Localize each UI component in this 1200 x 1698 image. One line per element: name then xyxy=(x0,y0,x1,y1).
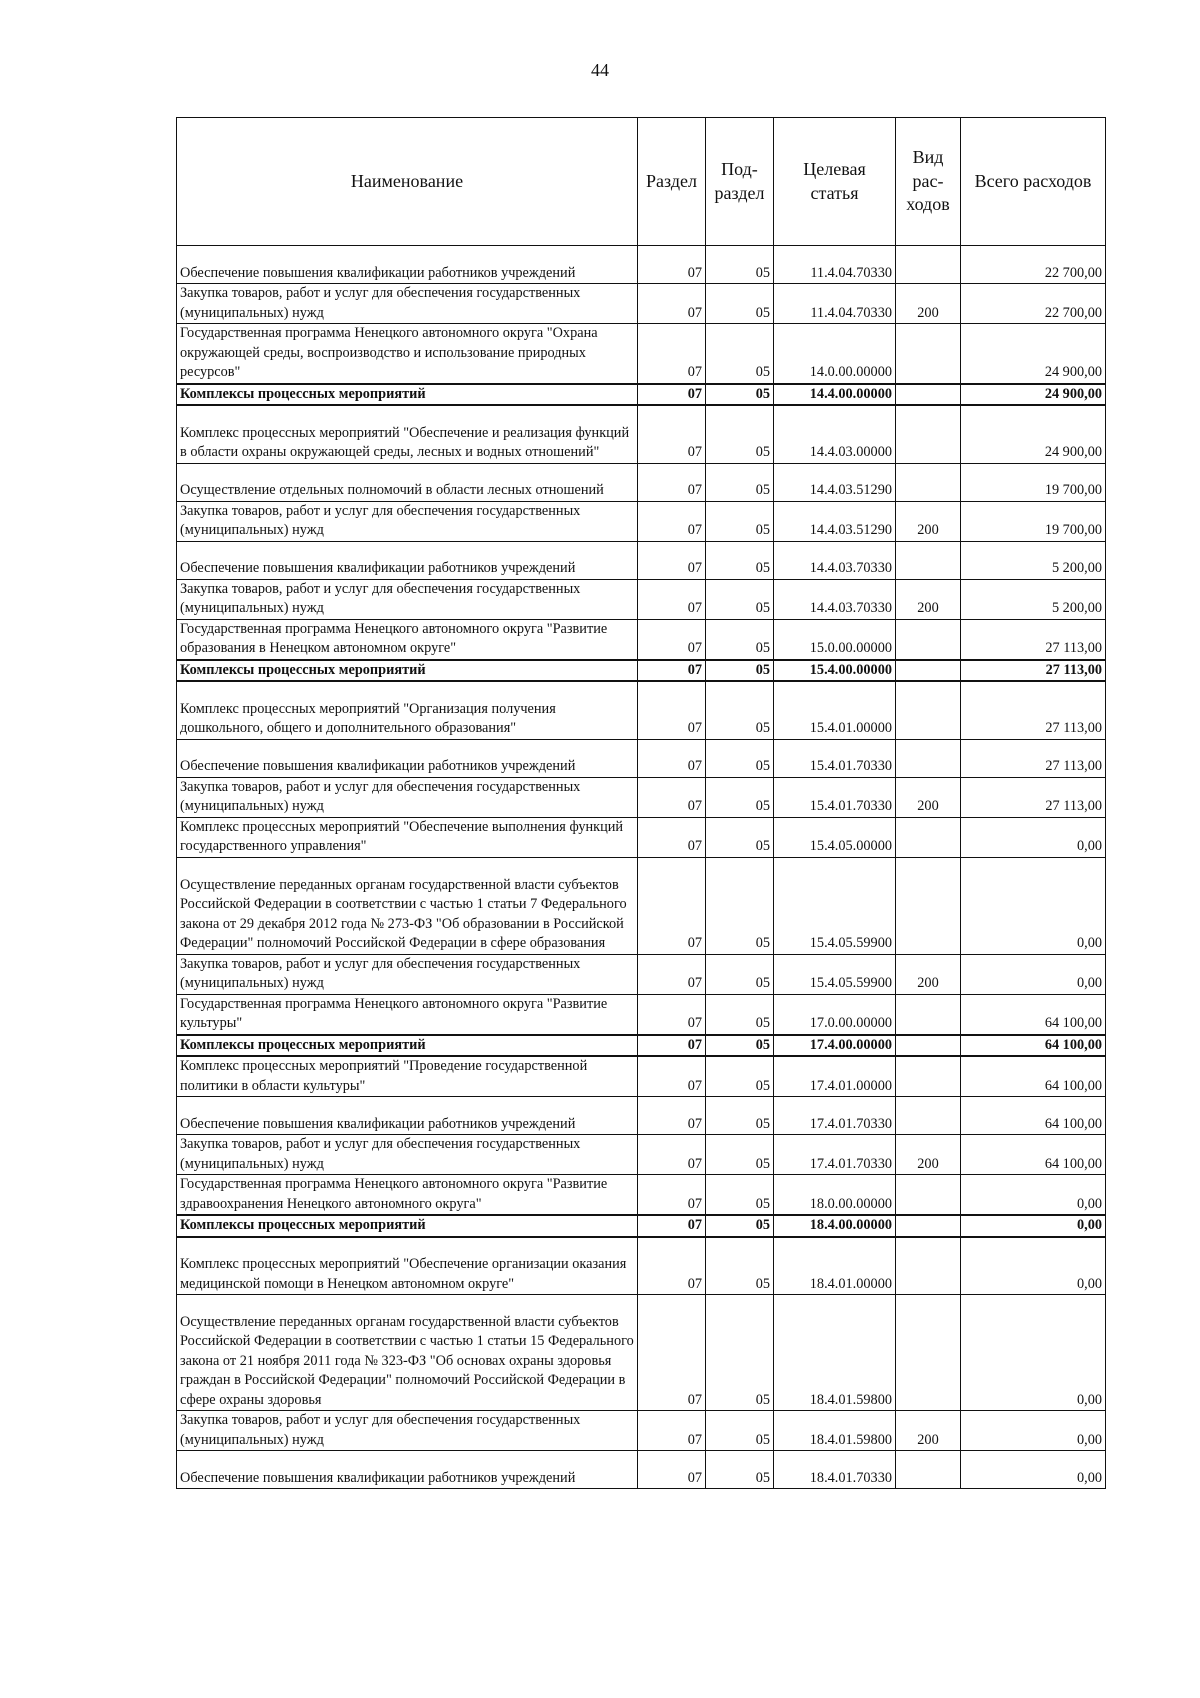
cell-total: 64 100,00 xyxy=(961,1035,1106,1057)
table-row xyxy=(177,1411,1106,1451)
cell-name: Комплекс процессных мероприятий "Обеспечение и реализация функций в области охраны окружающей среды, лесных и водных отношений" xyxy=(177,405,638,463)
cell-razdel: 07 xyxy=(638,1295,706,1411)
table-row xyxy=(177,954,1106,994)
cell-vid xyxy=(896,246,961,284)
cell-podrazdel: 05 xyxy=(706,1215,774,1237)
page-number: 44 xyxy=(591,60,609,80)
table-row xyxy=(177,501,1106,541)
cell-statya: 14.4.03.70330 xyxy=(774,541,896,579)
cell-statya: 14.4.03.51290 xyxy=(774,501,896,541)
cell-statya: 15.0.00.00000 xyxy=(774,619,896,660)
cell-vid xyxy=(896,1035,961,1057)
cell-podrazdel: 05 xyxy=(706,246,774,284)
cell-total: 5 200,00 xyxy=(961,541,1106,579)
table-row xyxy=(177,817,1106,857)
table-row xyxy=(177,463,1106,501)
table-row xyxy=(177,1215,1106,1237)
table-row xyxy=(177,739,1106,777)
cell-razdel: 07 xyxy=(638,1215,706,1237)
cell-podrazdel: 05 xyxy=(706,1295,774,1411)
cell-statya: 17.4.01.00000 xyxy=(774,1056,896,1097)
cell-total: 27 113,00 xyxy=(961,739,1106,777)
cell-name: Государственная программа Ненецкого автономного округа "Развитие здравоохранения Ненецкого автономного округа" xyxy=(177,1175,638,1216)
cell-statya: 14.4.00.00000 xyxy=(774,384,896,406)
cell-podrazdel: 05 xyxy=(706,324,774,384)
table-row xyxy=(177,660,1106,682)
table-row xyxy=(177,541,1106,579)
cell-name: Осуществление переданных органам государственной власти субъектов Российской Федерации в соответствии с частью 1 статьи 7 Федерального закона от 29 декабря 2012 года № 273-ФЗ "Об образовании в Российской Федерации" полномочий Российской Федерации в сфере образования xyxy=(177,857,638,954)
header-statya: Целевая статья xyxy=(774,118,896,246)
cell-podrazdel: 05 xyxy=(706,739,774,777)
cell-name: Осуществление переданных органам государственной власти субъектов Российской Федерации в соответствии с частью 1 статьи 15 Федерального закона от 21 ноября 2011 года № 323-ФЗ "Об основах охраны здоровья граждан в Российской Федерации" полномочий Российской Федерации в сфере охраны здоровья xyxy=(177,1295,638,1411)
cell-podrazdel: 05 xyxy=(706,501,774,541)
cell-name: Закупка товаров, работ и услуг для обеспечения государственных (муниципальных) нужд xyxy=(177,284,638,324)
cell-razdel: 07 xyxy=(638,660,706,682)
cell-statya: 14.4.03.70330 xyxy=(774,579,896,619)
cell-statya: 18.4.00.00000 xyxy=(774,1215,896,1237)
cell-razdel: 07 xyxy=(638,463,706,501)
table-row xyxy=(177,1295,1106,1411)
cell-vid xyxy=(896,1451,961,1489)
cell-vid xyxy=(896,1056,961,1097)
cell-vid xyxy=(896,405,961,463)
cell-total: 0,00 xyxy=(961,954,1106,994)
cell-statya: 18.4.01.59800 xyxy=(774,1411,896,1451)
cell-statya: 18.4.01.59800 xyxy=(774,1295,896,1411)
cell-razdel: 07 xyxy=(638,324,706,384)
header-podrazdel: Под- раздел xyxy=(706,118,774,246)
table-row xyxy=(177,994,1106,1035)
cell-total: 0,00 xyxy=(961,1411,1106,1451)
cell-podrazdel: 05 xyxy=(706,1035,774,1057)
cell-razdel: 07 xyxy=(638,994,706,1035)
cell-razdel: 07 xyxy=(638,246,706,284)
cell-razdel: 07 xyxy=(638,857,706,954)
cell-total: 0,00 xyxy=(961,1237,1106,1295)
cell-razdel: 07 xyxy=(638,1056,706,1097)
cell-razdel: 07 xyxy=(638,1135,706,1175)
cell-name: Комплексы процессных мероприятий xyxy=(177,660,638,682)
cell-name: Осуществление отдельных полномочий в области лесных отношений xyxy=(177,463,638,501)
table-row xyxy=(177,681,1106,739)
cell-vid: 200 xyxy=(896,1411,961,1451)
cell-razdel: 07 xyxy=(638,817,706,857)
cell-name: Государственная программа Ненецкого автономного округа "Охрана окружающей среды, воспроизводство и использование природных ресурсов" xyxy=(177,324,638,384)
header-razdel: Раздел xyxy=(638,118,706,246)
cell-total: 27 113,00 xyxy=(961,681,1106,739)
cell-razdel: 07 xyxy=(638,777,706,817)
table-row xyxy=(177,246,1106,284)
cell-statya: 17.4.00.00000 xyxy=(774,1035,896,1057)
cell-total: 19 700,00 xyxy=(961,501,1106,541)
cell-statya: 15.4.01.70330 xyxy=(774,777,896,817)
cell-statya: 18.0.00.00000 xyxy=(774,1175,896,1216)
cell-podrazdel: 05 xyxy=(706,954,774,994)
cell-name: Обеспечение повышения квалификации работников учреждений xyxy=(177,739,638,777)
table-row xyxy=(177,384,1106,406)
cell-name: Закупка товаров, работ и услуг для обеспечения государственных (муниципальных) нужд xyxy=(177,579,638,619)
cell-vid xyxy=(896,1237,961,1295)
cell-vid xyxy=(896,619,961,660)
cell-total: 64 100,00 xyxy=(961,1135,1106,1175)
cell-statya: 15.4.01.70330 xyxy=(774,739,896,777)
cell-statya: 18.4.01.00000 xyxy=(774,1237,896,1295)
cell-statya: 15.4.00.00000 xyxy=(774,660,896,682)
cell-name: Комплекс процессных мероприятий "Обеспечение выполнения функций государственного управления" xyxy=(177,817,638,857)
cell-total: 24 900,00 xyxy=(961,324,1106,384)
cell-name: Комплексы процессных мероприятий xyxy=(177,384,638,406)
cell-name: Комплекс процессных мероприятий "Организация получения дошкольного, общего и дополнительного образования" xyxy=(177,681,638,739)
cell-razdel: 07 xyxy=(638,681,706,739)
cell-vid xyxy=(896,1097,961,1135)
cell-name: Обеспечение повышения квалификации работников учреждений xyxy=(177,1451,638,1489)
cell-razdel: 07 xyxy=(638,1035,706,1057)
cell-vid: 200 xyxy=(896,954,961,994)
cell-razdel: 07 xyxy=(638,619,706,660)
cell-razdel: 07 xyxy=(638,1451,706,1489)
cell-podrazdel: 05 xyxy=(706,463,774,501)
cell-podrazdel: 05 xyxy=(706,660,774,682)
table-row xyxy=(177,777,1106,817)
cell-podrazdel: 05 xyxy=(706,1175,774,1216)
cell-podrazdel: 05 xyxy=(706,1451,774,1489)
table-row xyxy=(177,579,1106,619)
cell-podrazdel: 05 xyxy=(706,777,774,817)
cell-razdel: 07 xyxy=(638,384,706,406)
header-vid: Вид рас- ходов xyxy=(896,118,961,246)
cell-vid xyxy=(896,1295,961,1411)
cell-statya: 14.4.03.00000 xyxy=(774,405,896,463)
cell-name: Комплекс процессных мероприятий "Обеспечение организации оказания медицинской помощи в Ненецком автономном округе" xyxy=(177,1237,638,1295)
cell-vid xyxy=(896,1215,961,1237)
cell-total: 64 100,00 xyxy=(961,994,1106,1035)
cell-razdel: 07 xyxy=(638,405,706,463)
cell-vid: 200 xyxy=(896,777,961,817)
cell-total: 0,00 xyxy=(961,817,1106,857)
cell-statya: 15.4.05.00000 xyxy=(774,817,896,857)
cell-total: 24 900,00 xyxy=(961,405,1106,463)
cell-podrazdel: 05 xyxy=(706,857,774,954)
cell-name: Закупка товаров, работ и услуг для обеспечения государственных (муниципальных) нужд xyxy=(177,1411,638,1451)
table-row xyxy=(177,405,1106,463)
table-row xyxy=(177,1097,1106,1135)
table-row xyxy=(177,284,1106,324)
cell-total: 19 700,00 xyxy=(961,463,1106,501)
header-name: Наименование xyxy=(177,118,638,246)
cell-razdel: 07 xyxy=(638,954,706,994)
cell-razdel: 07 xyxy=(638,1411,706,1451)
header-total: Всего расходов xyxy=(961,118,1106,246)
table-row xyxy=(177,857,1106,954)
cell-name: Комплексы процессных мероприятий xyxy=(177,1215,638,1237)
cell-statya: 14.0.00.00000 xyxy=(774,324,896,384)
cell-podrazdel: 05 xyxy=(706,1237,774,1295)
cell-name: Комплексы процессных мероприятий xyxy=(177,1035,638,1057)
cell-podrazdel: 05 xyxy=(706,1056,774,1097)
cell-razdel: 07 xyxy=(638,1097,706,1135)
cell-name: Закупка товаров, работ и услуг для обеспечения государственных (муниципальных) нужд xyxy=(177,777,638,817)
cell-total: 27 113,00 xyxy=(961,660,1106,682)
cell-total: 5 200,00 xyxy=(961,579,1106,619)
cell-total: 22 700,00 xyxy=(961,284,1106,324)
cell-razdel: 07 xyxy=(638,541,706,579)
cell-vid xyxy=(896,994,961,1035)
cell-total: 27 113,00 xyxy=(961,777,1106,817)
cell-total: 0,00 xyxy=(961,1175,1106,1216)
cell-total: 27 113,00 xyxy=(961,619,1106,660)
cell-razdel: 07 xyxy=(638,579,706,619)
table-header-row xyxy=(177,118,1106,246)
cell-vid xyxy=(896,1175,961,1216)
cell-statya: 18.4.01.70330 xyxy=(774,1451,896,1489)
cell-vid xyxy=(896,384,961,406)
cell-statya: 14.4.03.51290 xyxy=(774,463,896,501)
cell-podrazdel: 05 xyxy=(706,619,774,660)
cell-statya: 17.4.01.70330 xyxy=(774,1135,896,1175)
cell-vid xyxy=(896,857,961,954)
budget-table xyxy=(176,117,1106,1489)
cell-vid xyxy=(896,541,961,579)
table-row xyxy=(177,1135,1106,1175)
table-row xyxy=(177,1237,1106,1295)
table-row xyxy=(177,619,1106,660)
cell-razdel: 07 xyxy=(638,1237,706,1295)
cell-total: 0,00 xyxy=(961,1451,1106,1489)
cell-name: Обеспечение повышения квалификации работников учреждений xyxy=(177,246,638,284)
cell-vid: 200 xyxy=(896,501,961,541)
cell-total: 0,00 xyxy=(961,1215,1106,1237)
table-body xyxy=(177,246,1106,1489)
cell-podrazdel: 05 xyxy=(706,384,774,406)
cell-name: Закупка товаров, работ и услуг для обеспечения государственных (муниципальных) нужд xyxy=(177,954,638,994)
cell-statya: 11.4.04.70330 xyxy=(774,284,896,324)
cell-vid: 200 xyxy=(896,579,961,619)
cell-podrazdel: 05 xyxy=(706,1135,774,1175)
table-row xyxy=(177,1451,1106,1489)
cell-podrazdel: 05 xyxy=(706,284,774,324)
cell-statya: 17.4.01.70330 xyxy=(774,1097,896,1135)
table-row xyxy=(177,1175,1106,1216)
cell-podrazdel: 05 xyxy=(706,1097,774,1135)
cell-podrazdel: 05 xyxy=(706,817,774,857)
cell-podrazdel: 05 xyxy=(706,579,774,619)
cell-statya: 15.4.01.00000 xyxy=(774,681,896,739)
cell-total: 0,00 xyxy=(961,857,1106,954)
cell-vid: 200 xyxy=(896,1135,961,1175)
cell-podrazdel: 05 xyxy=(706,1411,774,1451)
table-row xyxy=(177,324,1106,384)
cell-podrazdel: 05 xyxy=(706,994,774,1035)
cell-total: 0,00 xyxy=(961,1295,1106,1411)
cell-total: 64 100,00 xyxy=(961,1097,1106,1135)
cell-razdel: 07 xyxy=(638,739,706,777)
cell-podrazdel: 05 xyxy=(706,681,774,739)
cell-razdel: 07 xyxy=(638,284,706,324)
cell-vid xyxy=(896,681,961,739)
cell-vid xyxy=(896,324,961,384)
cell-name: Обеспечение повышения квалификации работников учреждений xyxy=(177,1097,638,1135)
cell-vid xyxy=(896,463,961,501)
table-row xyxy=(177,1035,1106,1057)
cell-statya: 15.4.05.59900 xyxy=(774,857,896,954)
cell-podrazdel: 05 xyxy=(706,405,774,463)
cell-name: Закупка товаров, работ и услуг для обеспечения государственных (муниципальных) нужд xyxy=(177,501,638,541)
cell-vid xyxy=(896,817,961,857)
cell-name: Закупка товаров, работ и услуг для обеспечения государственных (муниципальных) нужд xyxy=(177,1135,638,1175)
table-row xyxy=(177,1056,1106,1097)
cell-razdel: 07 xyxy=(638,1175,706,1216)
cell-statya: 15.4.05.59900 xyxy=(774,954,896,994)
cell-razdel: 07 xyxy=(638,501,706,541)
cell-name: Обеспечение повышения квалификации работников учреждений xyxy=(177,541,638,579)
cell-vid xyxy=(896,660,961,682)
cell-statya: 17.0.00.00000 xyxy=(774,994,896,1035)
cell-name: Комплекс процессных мероприятий "Проведение государственной политики в области культуры" xyxy=(177,1056,638,1097)
cell-total: 24 900,00 xyxy=(961,384,1106,406)
cell-statya: 11.4.04.70330 xyxy=(774,246,896,284)
cell-podrazdel: 05 xyxy=(706,541,774,579)
cell-name: Государственная программа Ненецкого автономного округа "Развитие культуры" xyxy=(177,994,638,1035)
cell-vid xyxy=(896,739,961,777)
cell-total: 22 700,00 xyxy=(961,246,1106,284)
cell-name: Государственная программа Ненецкого автономного округа "Развитие образования в Ненецком автономном округе" xyxy=(177,619,638,660)
cell-vid: 200 xyxy=(896,284,961,324)
cell-total: 64 100,00 xyxy=(961,1056,1106,1097)
